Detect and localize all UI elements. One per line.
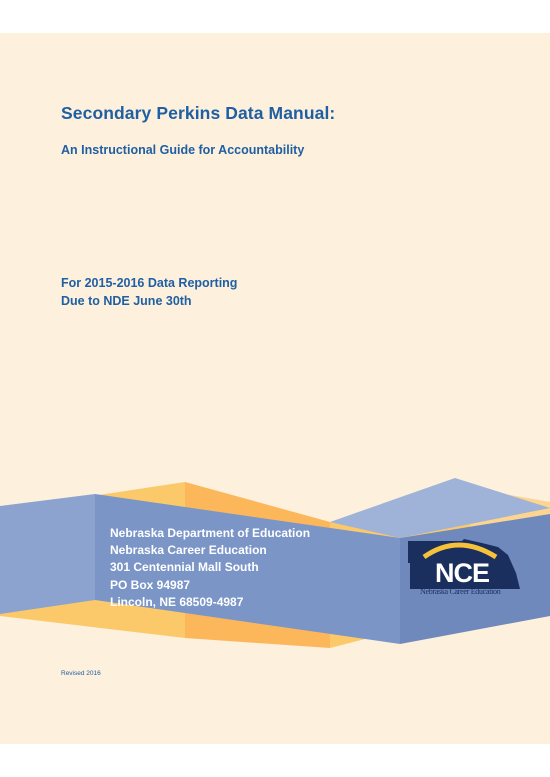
due-date: Due to NDE June 30th (61, 294, 192, 308)
logo-caption: Nebraska Career Education (420, 587, 501, 596)
address-block (110, 525, 310, 611)
address-line: Lincoln, NE 68509-4987 (110, 594, 244, 609)
banner-blue-left (0, 494, 95, 614)
svg-text:NCE: NCE (434, 558, 490, 588)
reporting-period: For 2015-2016 Data Reporting (61, 276, 238, 290)
document-title: Secondary Perkins Data Manual: (61, 103, 336, 123)
address-line: Nebraska Career Education (110, 543, 267, 558)
document-subtitle: An Instructional Guide for Accountability (61, 143, 305, 157)
address-line: Nebraska Department of Education (110, 526, 311, 540)
address-line: PO Box 94987 (110, 577, 191, 592)
revised-date: Revised 2016 (61, 670, 101, 677)
reporting-info (61, 274, 237, 310)
address-line: 301 Centennial Mall South (110, 560, 259, 575)
